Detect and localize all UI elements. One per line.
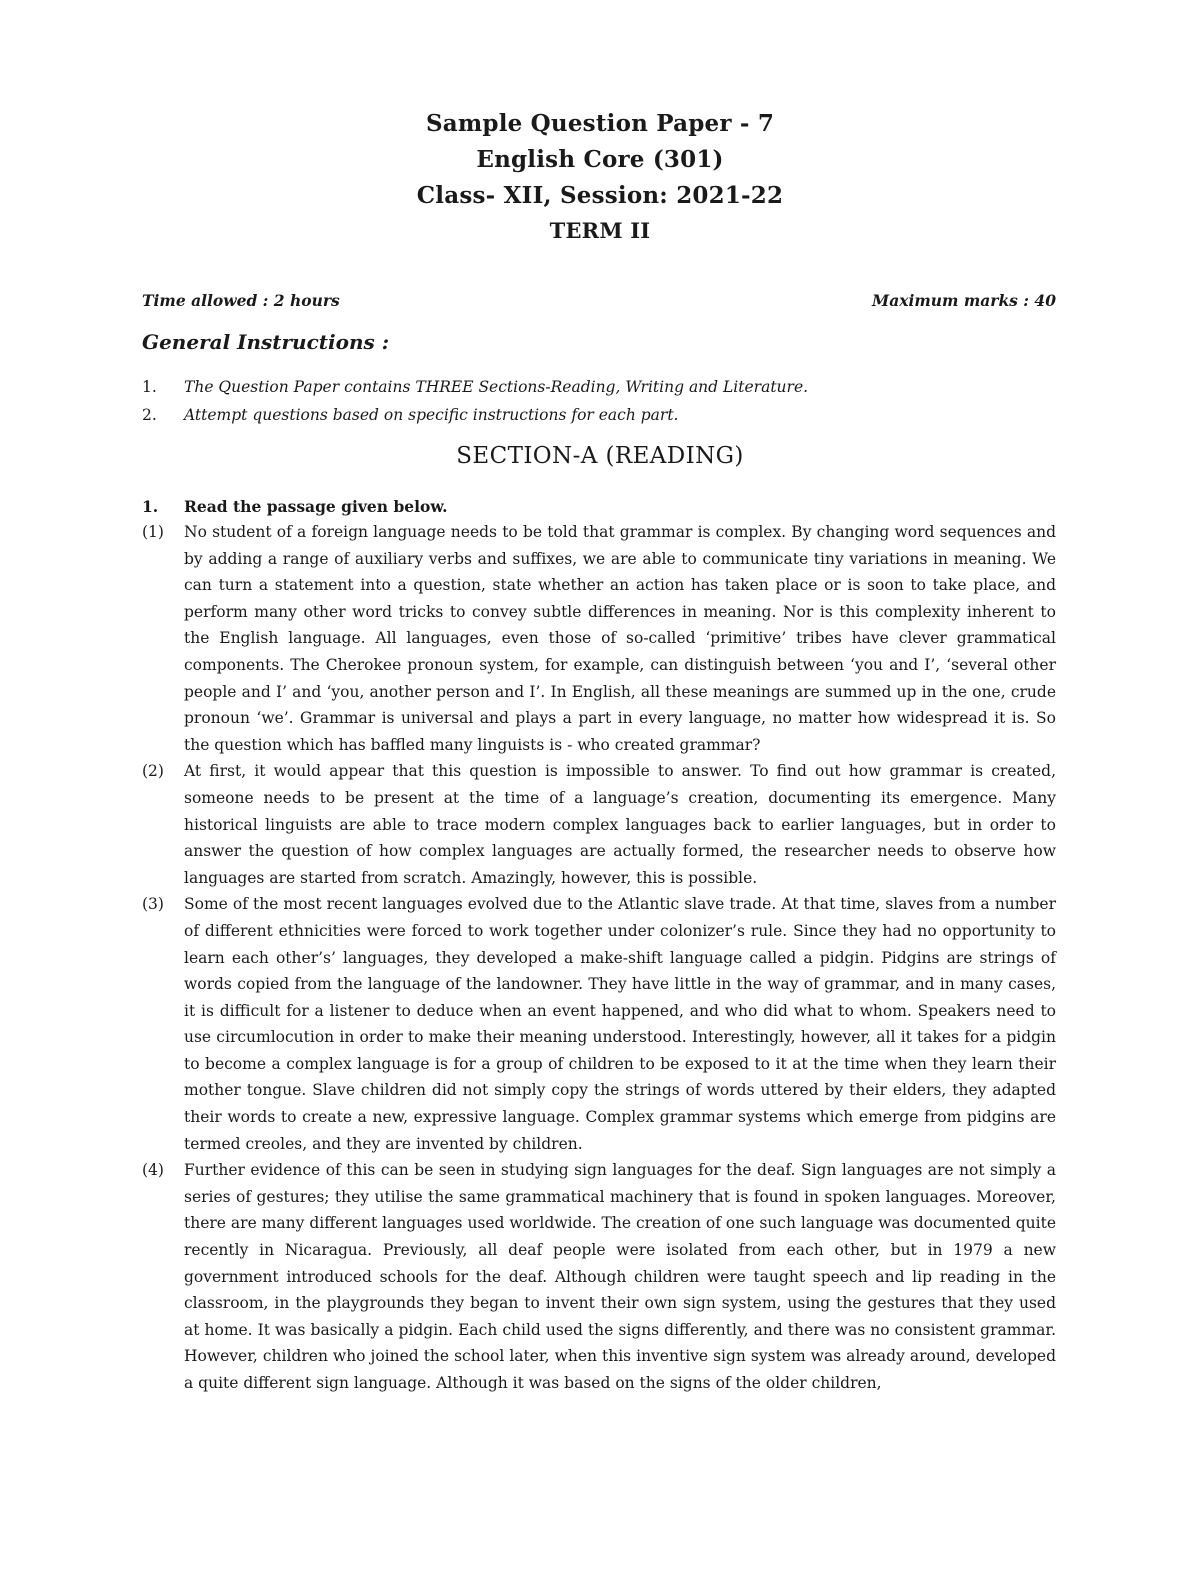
instruction-text: Attempt questions based on specific instructions for each part. — [184, 406, 679, 424]
maximum-marks: Maximum marks : 40 — [872, 291, 1056, 310]
question-1 — [142, 494, 1056, 520]
question-text: Read the passage given below. — [184, 497, 448, 516]
reading-passage — [142, 519, 1056, 1397]
passage-paragraph-4 — [142, 1157, 1056, 1396]
passage-paragraph-1 — [142, 519, 1056, 758]
paragraph-text: No student of a foreign language needs to be told that grammar is complex. By changing word sequences and by adding a range of auxiliary verbs and suffixes, we are able to communicate tiny variations in meaning. We can turn a statement into a question, state whether an action has taken place or is soon to take place, and perform many other word tricks to convey subtle differences in meaning. Nor is this complexity inherent to the English language. All languages, even those of so-called ‘primitive’ tribes have clever grammatical components. The Cherokee pronoun system, for example, can distinguish between ‘you and I’, ‘several other people and I’ and ‘you, another person and I’. In English, all these meanings are summed up in the one, crude pronoun ‘we’. Grammar is universal and plays a part in every language, no matter how widespread it is. So the question which has baffled many linguists is - who created grammar? — [184, 523, 1056, 754]
instruction-number: 1. — [142, 378, 157, 396]
term-label: TERM II — [549, 218, 651, 243]
class-session: Class- XII, Session: 2021-22 — [416, 182, 784, 209]
instruction-number: 2. — [142, 406, 157, 424]
question-number: 1. — [142, 497, 159, 516]
paragraph-number: (4) — [142, 1161, 164, 1180]
section-a-title: SECTION-A (READING) — [456, 443, 744, 469]
instruction-item — [142, 373, 1056, 401]
exam-meta — [142, 291, 1056, 310]
paper-title: Sample Question Paper - 7 — [425, 110, 775, 137]
paragraph-number: (3) — [142, 895, 164, 914]
subject-title: English Core (301) — [476, 146, 724, 173]
paper-header — [0, 106, 1200, 248]
paragraph-number: (2) — [142, 762, 164, 781]
paragraph-text: Further evidence of this can be seen in studying sign languages for the deaf. Sign languages are not simply a series of gestures; they utilise the same grammatical machinery that is found in spoken languages. Moreover, there are many different languages used worldwide. The creation of one such language was documented quite recently in Nicaragua. Previously, all deaf people were isolated from each other, but in 1979 a new government introduced schools for the deaf. Although children were taught speech and lip reading in the classroom, in the playgrounds they began to invent their own sign system, using the gestures that they used at home. It was basically a pidgin. Each child used the signs differently, and there was no consistent grammar. However, children who joined the school later, when this inventive sign system was already around, developed a quite different sign language. Although it was based on the signs of the older children, — [184, 1161, 1056, 1392]
paragraph-number: (1) — [142, 523, 164, 541]
paragraph-text: At first, it would appear that this question is impossible to answer. To find out how grammar is created, someone needs to be present at the time of a language’s creation, documenting its emergence. Many historical linguists are able to trace modern complex languages back to earlier languages, but in order to answer the question of how complex languages are actually formed, the researcher needs to observe how languages are started from scratch. Amazingly, however, this is possible. — [184, 762, 1056, 887]
paragraph-text: Some of the most recent languages evolved due to the Atlantic slave trade. At that time, slaves from a number of different ethnicities were forced to work together under colonizer’s rule. Since they had no opportunity to learn each other’s’ languages, they developed a make-shift language called a pidgin. Pidgins are strings of words copied from the language of the landowner. They have little in the way of grammar, and in many cases, it is difficult for a listener to deduce when an event happened, and who did what to whom. Speakers need to use circumlocution in order to make their meaning understood. Interestingly, however, all it takes for a pidgin to become a complex language is for a group of children to be exposed to it at the time when they learn their mother tongue. Slave children did not simply copy the strings of words uttered by their elders, they adapted their words to create a new, expressive language. Complex grammar systems which emerge from pidgins are termed creoles, and they are invented by children. — [184, 895, 1056, 1153]
time-allowed: Time allowed : 2 hours — [142, 291, 340, 310]
passage-paragraph-2 — [142, 758, 1056, 891]
passage-paragraph-3 — [142, 891, 1056, 1157]
instruction-item — [142, 401, 1056, 429]
instructions-list — [142, 373, 1056, 429]
instruction-text: The Question Paper contains THREE Sections-Reading, Writing and Literature. — [184, 378, 809, 396]
general-instructions-title: General Instructions : — [142, 330, 390, 354]
